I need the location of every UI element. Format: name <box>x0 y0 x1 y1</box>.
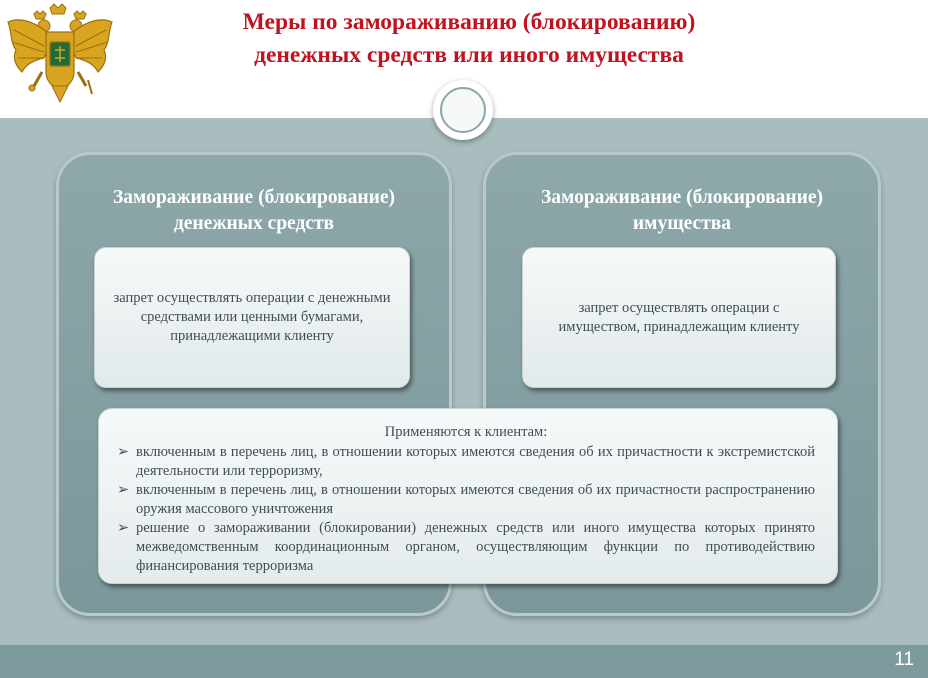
applies-heading: Применяются к клиентам: <box>384 424 548 440</box>
page-number: 11 <box>894 649 914 670</box>
arrow-bullet-icon: ➢ <box>117 482 130 498</box>
list-item <box>117 519 815 576</box>
panel-title-property <box>486 185 878 237</box>
panel-title-property-line-2: имущества <box>632 213 732 234</box>
decorative-ring <box>433 80 493 140</box>
arrow-bullet-icon: ➢ <box>117 520 130 536</box>
applies-to-clients-card <box>98 408 838 584</box>
panel-title-funds-line-1: Замораживание (блокирование) <box>113 187 395 208</box>
panel-title-property-line-1: Замораживание (блокирование) <box>541 187 823 208</box>
list-item <box>117 481 815 519</box>
funds-restriction-text: запрет осуществлять операции с денежными средствами или ценными бумагами, принадлежащими клиенту <box>113 290 391 344</box>
property-restriction-card <box>522 247 836 388</box>
slide-title <box>118 6 820 72</box>
slide-footer <box>0 645 928 678</box>
list-item <box>117 443 815 481</box>
list-item-text: решение о замораживании (блокировании) денежных средств или иного имущества которых принято межведомственным координационным органом, осуществляющим функции по противодействию финансирования терроризма <box>136 520 815 574</box>
property-restriction-text: запрет осуществлять операции с имуществом, принадлежащим клиенту <box>558 299 800 335</box>
coat-of-arms-emblem <box>4 2 116 106</box>
arrow-bullet-icon: ➢ <box>117 444 130 460</box>
title-line-2: денежных средств или иного имущества <box>254 42 684 68</box>
decorative-ring-inner <box>440 87 486 133</box>
panel-title-funds <box>59 185 449 237</box>
panel-title-funds-line-2: денежных средств <box>173 213 335 234</box>
title-line-1: Меры по замораживанию (блокированию) <box>242 9 696 35</box>
funds-restriction-card <box>94 247 410 388</box>
list-item-text: включенным в перечень лиц, в отношении которых имеются сведения об их причастности распространению оружия массового уничтожения <box>136 482 815 517</box>
applies-list <box>117 443 815 576</box>
list-item-text: включенным в перечень лиц, в отношении которых имеются сведения об их причастности к экстремистской деятельности или терроризму, <box>136 444 815 479</box>
